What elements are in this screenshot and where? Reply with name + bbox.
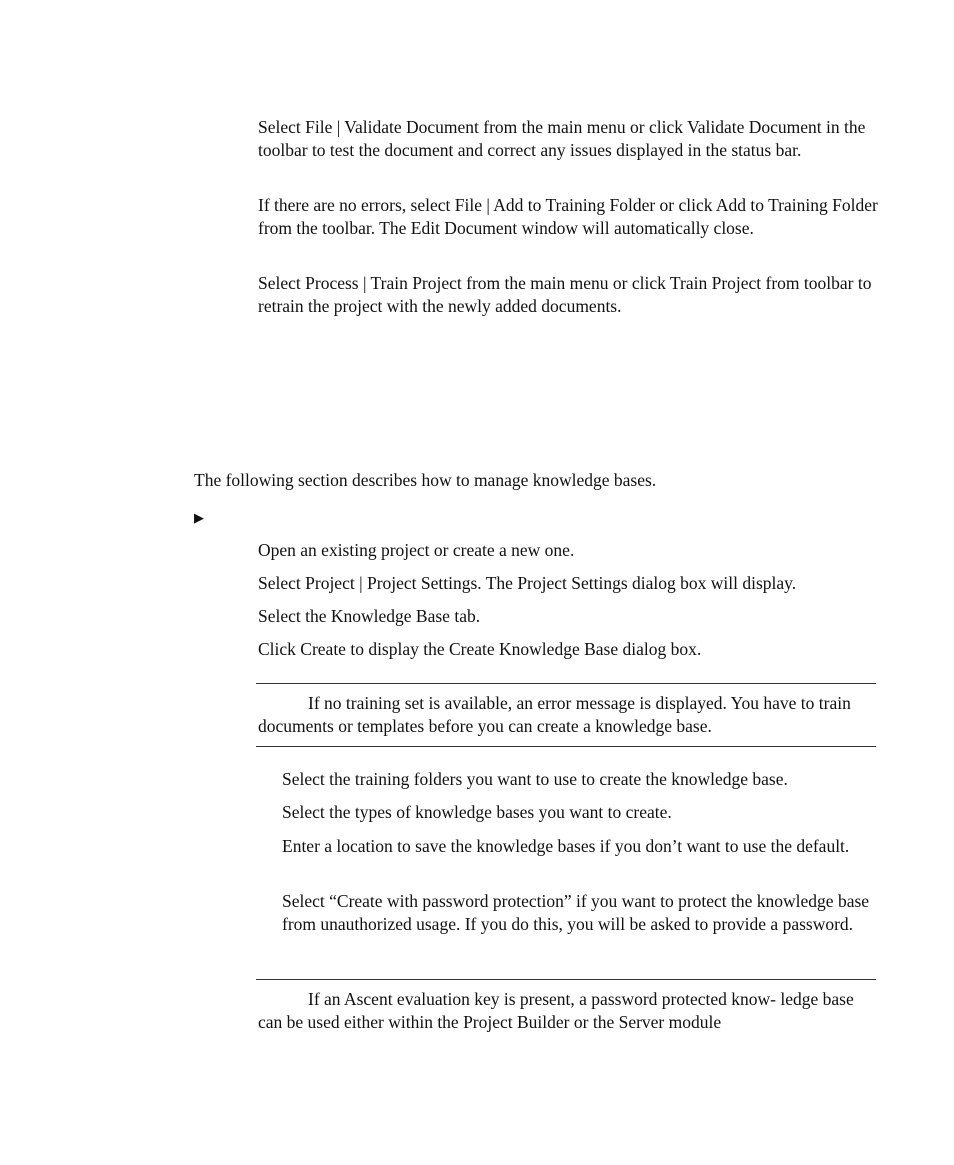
step-knowledge-base-tab: Select the Knowledge Base tab. <box>258 606 481 626</box>
section-intro: The following section describes how to manage knowledge bases. <box>194 470 657 490</box>
note-bottom-rule <box>256 746 876 747</box>
step-add-to-training-folder: If there are no errors, select File | Add to Training Folder or click Add to Training Folder from the toolbar. The Edit Document window will automatically close. <box>258 195 878 238</box>
note-training-set: If no training set is available, an error message is displayed. You have to train documents or templates before you can create a knowledge base. <box>258 693 851 736</box>
step-click-create: Click Create to display the Create Knowledge Base dialog box. <box>258 639 702 659</box>
step-train-project: Select Process | Train Project from the main menu or click Train Project from toolbar to retrain the project with the newly added documents. <box>258 273 872 316</box>
step-open-project: Open an existing project or create a new one. <box>258 540 575 560</box>
sub-step-password: Select “Create with password protection” if you want to protect the knowledge base from unauthorized usage. If you do this, you will be asked to provide a password. <box>282 891 870 934</box>
sub-step-training-folders: Select the training folders you want to use to create the knowledge base. <box>282 769 788 789</box>
procedure-arrow-icon: ▶ <box>194 510 204 525</box>
step-project-settings: Select Project | Project Settings. The Project Settings dialog box will display. <box>258 573 797 593</box>
note-evaluation-key: If an Ascent evaluation key is present, a password protected know- ledge base can be used either within the Project Builder or the Server module <box>258 989 854 1032</box>
step-validate-document: Select File | Validate Document from the main menu or click Validate Document in the toolbar to test the document and correct any issues displayed in the status bar. <box>258 117 866 160</box>
sub-step-location: Enter a location to save the knowledge bases if you don’t want to use the default. <box>282 836 850 856</box>
note-top-rule <box>256 683 876 684</box>
sub-step-kb-types: Select the types of knowledge bases you want to create. <box>282 802 672 822</box>
note2-top-rule <box>256 979 876 980</box>
